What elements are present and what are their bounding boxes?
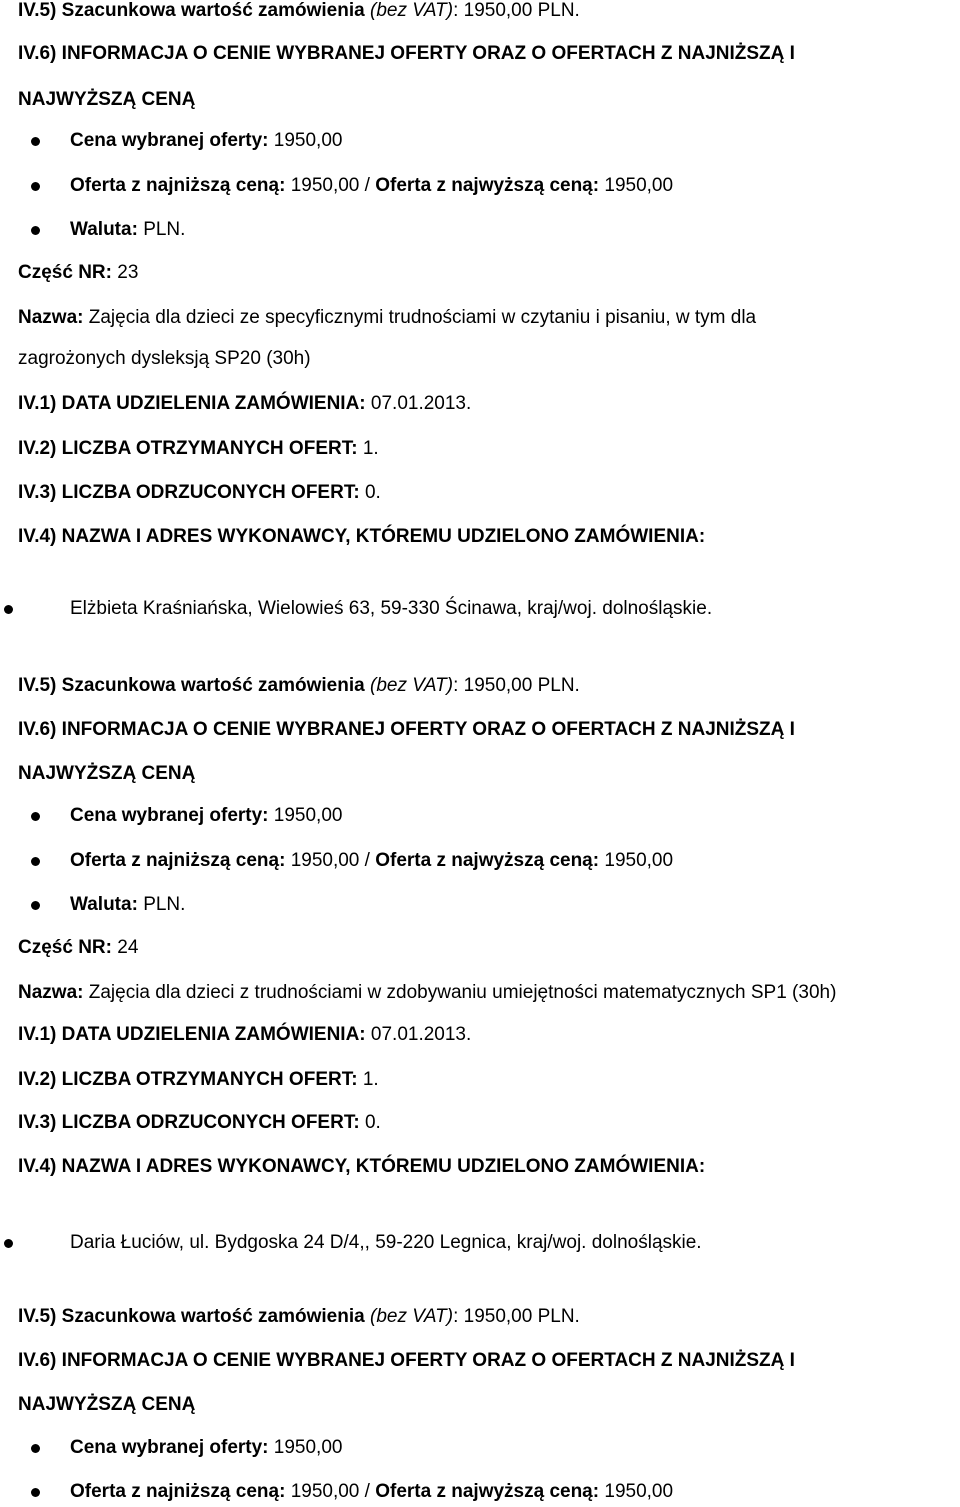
high-label: Oferta z najwyższą ceną: bbox=[375, 850, 600, 871]
value: 07.01.2013. bbox=[370, 393, 472, 414]
label: IV.1) DATA UDZIELENIA ZAMÓWIENIA: bbox=[18, 393, 366, 414]
value: 1950,00 bbox=[273, 1437, 343, 1458]
low-label: Oferta z najniższą ceną: bbox=[70, 850, 286, 871]
part-name bbox=[18, 306, 756, 330]
low-label: Oferta z najniższą ceną: bbox=[70, 1481, 286, 1502]
value: 1950,00 PLN. bbox=[463, 0, 580, 21]
high-value: 1950,00 bbox=[604, 175, 674, 196]
label: Nazwa: bbox=[18, 982, 84, 1003]
value: 24 bbox=[117, 937, 139, 958]
label: Cena wybranej oferty: bbox=[70, 1437, 269, 1458]
label: IV.3) LICZBA ODRZUCONYCH OFERT: bbox=[18, 482, 360, 503]
value: 1950,00 bbox=[273, 805, 343, 826]
section-iv3 bbox=[18, 1111, 381, 1135]
section-iv5 bbox=[18, 1305, 580, 1329]
bullet-icon bbox=[31, 901, 40, 910]
section-iv6-line2: NAJWYŻSZĄ CENĄ bbox=[18, 763, 196, 784]
section-iv6-line2: NAJWYŻSZĄ CENĄ bbox=[18, 89, 196, 110]
currency bbox=[70, 218, 185, 242]
part-name bbox=[18, 981, 836, 1005]
label: Część NR: bbox=[18, 937, 112, 958]
label: IV.2) LICZBA OTRZYMANYCH OFERT: bbox=[18, 1069, 358, 1090]
bullet-icon bbox=[31, 812, 40, 821]
section-iv5 bbox=[18, 0, 580, 23]
value: Zajęcia dla dzieci ze specyficznymi trudnościami w czytaniu i pisaniu, w tym dla bbox=[88, 307, 757, 328]
note: (bez VAT) bbox=[370, 0, 454, 21]
part-number bbox=[18, 261, 138, 285]
selected-price bbox=[70, 129, 342, 153]
bullet-icon bbox=[31, 1444, 40, 1453]
label: Nazwa: bbox=[18, 307, 84, 328]
note: (bez VAT) bbox=[370, 1306, 454, 1327]
label: IV.5) Szacunkowa wartość zamówienia bbox=[18, 0, 365, 21]
value: PLN. bbox=[143, 219, 186, 240]
colon: : bbox=[453, 675, 459, 696]
label: Waluta: bbox=[70, 219, 138, 240]
label: Cena wybranej oferty: bbox=[70, 130, 269, 151]
low-value: 1950,00 bbox=[290, 1481, 360, 1502]
contractor: Daria Łuciów, ul. Bydgoska 24 D/4,, 59-220 Legnica, kraj/woj. dolnośląskie. bbox=[70, 1232, 702, 1253]
label: IV.5) Szacunkowa wartość zamówienia bbox=[18, 675, 365, 696]
value: 07.01.2013. bbox=[370, 1024, 472, 1045]
label: Cena wybranej oferty: bbox=[70, 805, 269, 826]
bullet-icon bbox=[31, 182, 40, 191]
label: IV.3) LICZBA ODRZUCONYCH OFERT: bbox=[18, 1112, 360, 1133]
colon: : bbox=[453, 1306, 459, 1327]
section-iv2 bbox=[18, 437, 379, 461]
bullet-icon bbox=[31, 226, 40, 235]
value: 1. bbox=[362, 438, 379, 459]
high-value: 1950,00 bbox=[604, 1481, 674, 1502]
value: PLN. bbox=[143, 894, 186, 915]
currency bbox=[70, 893, 185, 917]
value: 0. bbox=[364, 482, 381, 503]
value: 23 bbox=[117, 262, 139, 283]
separator: / bbox=[364, 175, 370, 196]
separator: / bbox=[364, 850, 370, 871]
low-label: Oferta z najniższą ceną: bbox=[70, 175, 286, 196]
value: 1950,00 PLN. bbox=[463, 1306, 580, 1327]
low-value: 1950,00 bbox=[290, 175, 360, 196]
label: IV.5) Szacunkowa wartość zamówienia bbox=[18, 1306, 365, 1327]
label: IV.2) LICZBA OTRZYMANYCH OFERT: bbox=[18, 438, 358, 459]
bullet-icon bbox=[4, 1239, 13, 1248]
value: 1950,00 bbox=[273, 130, 343, 151]
section-iv4: IV.4) NAZWA I ADRES WYKONAWCY, KTÓREMU UDZIELONO ZAMÓWIENIA: bbox=[18, 526, 706, 547]
low-high-price bbox=[70, 1480, 673, 1504]
colon: : bbox=[453, 0, 459, 21]
value: 1. bbox=[362, 1069, 379, 1090]
low-high-price bbox=[70, 174, 673, 198]
section-iv6-line1: IV.6) INFORMACJA O CENIE WYBRANEJ OFERTY ORAZ O OFERTACH Z NAJNIŻSZĄ I bbox=[18, 719, 795, 740]
note: (bez VAT) bbox=[370, 675, 454, 696]
high-value: 1950,00 bbox=[604, 850, 674, 871]
high-label: Oferta z najwyższą ceną: bbox=[375, 1481, 600, 1502]
selected-price bbox=[70, 1436, 342, 1460]
section-iv2 bbox=[18, 1068, 379, 1092]
bullet-icon bbox=[31, 1488, 40, 1497]
value: Zajęcia dla dzieci z trudnościami w zdobywaniu umiejętności matematycznych SP1 (30h) bbox=[88, 982, 837, 1003]
section-iv6-line1: IV.6) INFORMACJA O CENIE WYBRANEJ OFERTY ORAZ O OFERTACH Z NAJNIŻSZĄ I bbox=[18, 43, 795, 64]
value: 0. bbox=[364, 1112, 381, 1133]
contractor: Elżbieta Kraśniańska, Wielowieś 63, 59-330 Ścinawa, kraj/woj. dolnośląskie. bbox=[70, 598, 713, 619]
label: IV.1) DATA UDZIELENIA ZAMÓWIENIA: bbox=[18, 1024, 366, 1045]
section-iv6-line2: NAJWYŻSZĄ CENĄ bbox=[18, 1394, 196, 1415]
section-iv6-line1: IV.6) INFORMACJA O CENIE WYBRANEJ OFERTY ORAZ O OFERTACH Z NAJNIŻSZĄ I bbox=[18, 1350, 795, 1371]
bullet-icon bbox=[31, 857, 40, 866]
high-label: Oferta z najwyższą ceną: bbox=[375, 175, 600, 196]
section-iv1 bbox=[18, 1023, 471, 1047]
separator: / bbox=[364, 1481, 370, 1502]
label: Waluta: bbox=[70, 894, 138, 915]
bullet-icon bbox=[4, 605, 13, 614]
low-high-price bbox=[70, 849, 673, 873]
section-iv3 bbox=[18, 481, 381, 505]
part-number bbox=[18, 936, 138, 960]
label: Część NR: bbox=[18, 262, 112, 283]
low-value: 1950,00 bbox=[290, 850, 360, 871]
section-iv4: IV.4) NAZWA I ADRES WYKONAWCY, KTÓREMU UDZIELONO ZAMÓWIENIA: bbox=[18, 1156, 706, 1177]
section-iv1 bbox=[18, 392, 471, 416]
bullet-icon bbox=[31, 137, 40, 146]
section-iv5 bbox=[18, 674, 580, 698]
value: 1950,00 PLN. bbox=[463, 675, 580, 696]
selected-price bbox=[70, 804, 342, 828]
part-name-cont: zagrożonych dysleksją SP20 (30h) bbox=[18, 348, 311, 369]
